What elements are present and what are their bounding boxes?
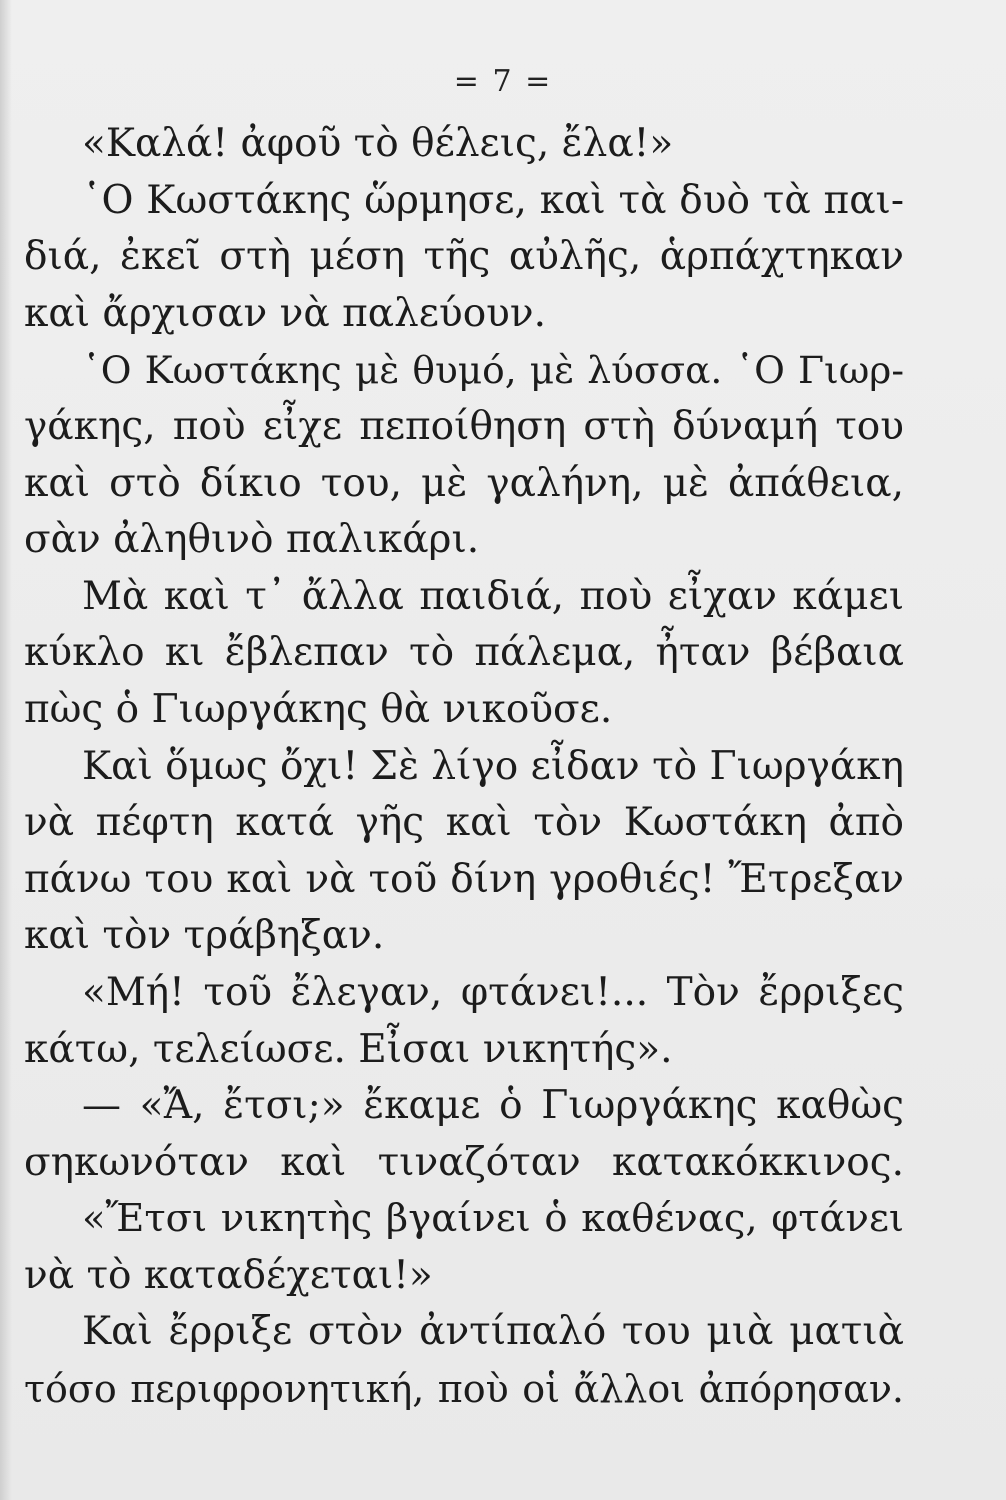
text-line: καὶ στὸ δίκιο του, μὲ γαλήνη, μὲ ἀπάθεια, [24, 460, 904, 506]
text-line: «Καλά! ἀφοῦ τὸ θέλεις, ἔλα!» [82, 121, 674, 166]
text-line: γάκης, ποὺ εἶχε πεποίθηση στὴ δύναμή του [24, 403, 904, 449]
text-line: πάνω του καὶ νὰ τοῦ δίνη γροθιές! Ἔτρεξαν [24, 856, 904, 902]
text-line: κύκλο κι ἔβλεπαν τὸ πάλεμα, ἦταν βέβαια [24, 630, 904, 676]
text-line: Μὰ καὶ τ᾽ ἄλλα παιδιά, ποὺ εἶχαν κάμει [82, 573, 904, 619]
page-number: = 7 = [453, 64, 553, 99]
text-line: τόσο περιφρονητική, ποὺ οἱ ἄλλοι ἀπόρησαν. [24, 1367, 904, 1412]
text-line: Καὶ ὅμως ὄχι! Σὲ λίγο εἶδαν τὸ Γιωργάκη [82, 743, 904, 789]
body-text [24, 116, 904, 1418]
text-line: διά, ἐκεῖ στὴ μέση τῆς αὐλῆς, ἁρπάχτηκαν [24, 234, 904, 280]
text-line: Καὶ ἔρριξε στὸν ἀντίπαλό του μιὰ ματιὰ [82, 1309, 904, 1355]
text-line: «Μή! τοῦ ἔλεγαν, φτάνει!... Τὸν ἔρριξες [82, 969, 904, 1015]
text-line: πὼς ὁ Γιωργάκης θὰ νικοῦσε. [24, 686, 613, 732]
text-line: νὰ τὸ καταδέχεται!» [24, 1252, 433, 1298]
text-line: ῾Ο Κωστάκης ὥρμησε, καὶ τὰ δυὸ τὰ παι- [82, 177, 904, 223]
text-line: καὶ τὸν τράβηξαν. [24, 913, 385, 959]
page-edge-shadow [0, 0, 12, 1500]
text-line: — «Ἄ, ἔτσι;» ἔκαμε ὁ Γιωργάκης καθὼς [82, 1083, 904, 1129]
text-line: σὰν ἀληθινὸ παλικάρι. [24, 517, 480, 563]
text-line: σηκωνόταν καὶ τιναζόταν κατακόκκινος. [24, 1139, 904, 1185]
text-line: ῾Ο Κωστάκης μὲ θυμό, μὲ λύσσα. ῾Ο Γιωρ- [82, 348, 904, 393]
text-line: καὶ ἄρχισαν νὰ παλεύουν. [24, 290, 546, 336]
text-line: κάτω, τελείωσε. Εἶσαι νικητής». [24, 1026, 673, 1072]
text-line: νὰ πέφτη κατά γῆς καὶ τὸν Κωστάκη ἀπὸ [24, 800, 904, 846]
text-line: «Ἔτσι νικητὴς βγαίνει ὁ καθένας, φτάνει [82, 1196, 904, 1242]
